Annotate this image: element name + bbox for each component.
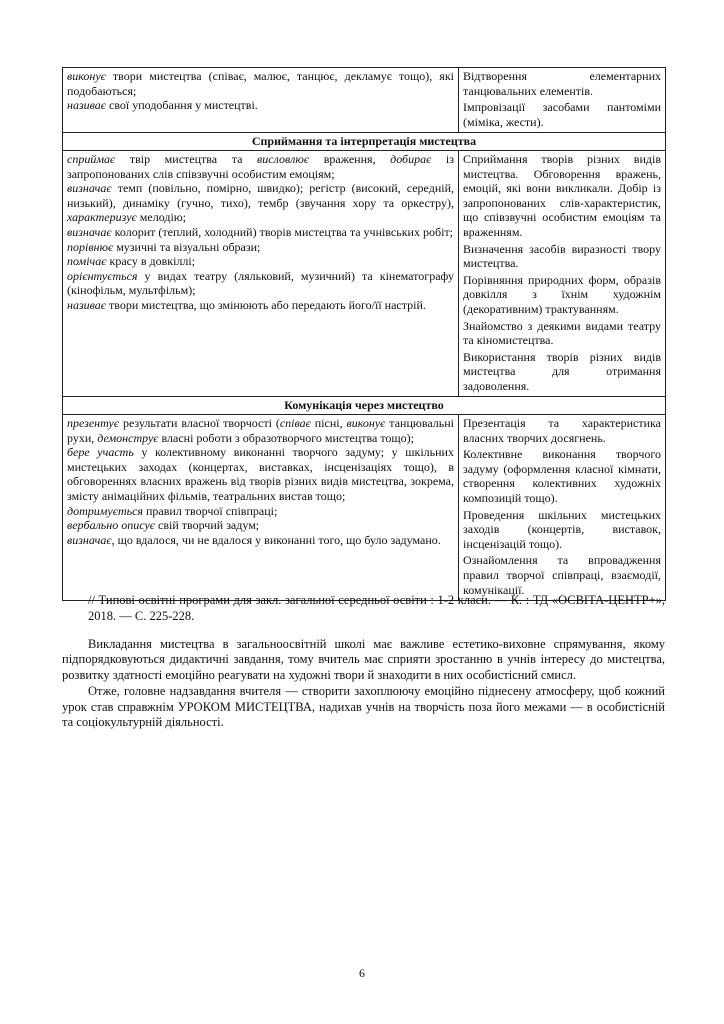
section-header-row — [63, 133, 666, 151]
result-text: твори мистецтва, що змінюють або передають його/її настрій. — [106, 297, 426, 312]
result-text: свої уподобання у мистецтві. — [106, 98, 258, 113]
result-line — [67, 533, 454, 548]
learning-content-cell — [459, 415, 666, 601]
table-row — [63, 150, 666, 397]
result-line — [67, 225, 454, 240]
action-verb: визначає — [67, 224, 112, 239]
action-verb: орієнтується — [67, 268, 138, 283]
result-text: колорит (теплий, холодний) творів мистецтва та учнівських робіт; — [111, 224, 453, 239]
result-text: красу в довкіллі; — [106, 254, 196, 269]
curriculum-table — [62, 67, 666, 601]
table-body — [63, 68, 666, 601]
action-verb: добирає — [390, 151, 432, 166]
action-verb: співає — [279, 416, 311, 431]
result-line — [67, 152, 454, 181]
action-verb: порівнює — [67, 239, 114, 254]
content-item: Презентація та характеристика власних творчих досягнень. — [463, 416, 661, 445]
result-text: , що вдалося, чи не вдалося у виконанні того, що було задумано. — [111, 532, 441, 547]
result-line — [67, 518, 454, 533]
expected-results-cell — [63, 415, 459, 601]
content-item: Відтворення елементарних танцювальних елементів. — [463, 69, 661, 98]
content-item: Знайомство з деякими видами театру та кіномистецтва. — [463, 318, 661, 348]
result-text: темп (повільно, помірно, швидко); регістр (високий, середній, низький), динаміку (гучно, тихо), тембр (звучання хору та оркестру), — [67, 181, 454, 210]
action-verb: виконує — [67, 69, 106, 83]
action-verb: бере участь — [67, 445, 134, 460]
learning-content-cell — [459, 150, 666, 397]
section-title: Комунікація через мистецтво — [63, 397, 666, 415]
result-line — [67, 181, 454, 225]
content-item: Ознайомлення та впровадження правил творчої співпраці, взаємодії, комунікації. — [463, 553, 661, 597]
result-text: власні роботи з образотворчого мистецтва тощо); — [158, 430, 414, 445]
result-text: із запропонованих слів співзвучні особистим емоціям; — [67, 151, 454, 181]
action-verb: характеризує — [67, 210, 137, 225]
content-item: Порівняння природних форм, образів довкілля з їхнім художнім (декоративним) трактуванням. — [463, 272, 661, 316]
result-text: танцювальні рухи, — [67, 416, 454, 445]
result-line — [67, 298, 454, 313]
result-text: у колективному виконанні творчого задуму; у шкільних мистецьких заходах (концертах, виставках, інсценізаціях тощо), в обговореннях власних вражень від творів різних видів мистецтва, зокрема, змісту анімаційних фільмів, театральних вистав тощо; — [67, 445, 454, 504]
action-verb: демонструє — [97, 430, 159, 445]
result-text: свій творчий задум; — [155, 518, 260, 533]
learning-content-cell — [459, 68, 666, 133]
result-line — [67, 445, 454, 503]
expected-results-cell — [63, 150, 459, 397]
section-title: Сприймання та інтерпретація мистецтва — [63, 133, 666, 151]
action-verb: дотримується — [67, 503, 143, 518]
content-item: Імпровізації засобами пантоміми (міміка, жести). — [463, 100, 661, 129]
page-number: 6 — [359, 966, 365, 980]
table-row — [63, 68, 666, 133]
result-text: пісні, — [310, 416, 347, 431]
result-text: твори мистецтва (співає, малює, танцює, декламує тощо), які подобаються; — [67, 69, 454, 98]
section-header-row — [63, 397, 666, 415]
paragraph: Отже, головне надзавдання вчителя — створити захоплюючу емоційно піднесену атмосферу, щоб кожний урок став справжнім УРОКОМ МИСТЕЦТВА, надихав учнів на творчість поза його межами — в особистісній та соціокультурній діяльності. — [62, 684, 665, 730]
result-line — [67, 254, 454, 269]
content-item: Використання творів різних видів мистецтва для отримання задоволення. — [463, 349, 661, 393]
result-line — [67, 416, 454, 445]
content-item: Колективне виконання творчого задуму (оформлення класної кімнати, створення колективних художніх композицій тощо). — [463, 447, 661, 506]
result-line — [67, 240, 454, 255]
action-verb: вербально описує — [67, 518, 156, 533]
action-verb: презентує — [67, 416, 120, 431]
result-line — [67, 504, 454, 519]
paragraph: Викладання мистецтва в загальноосвітній школі має важливе естетико-виховне спрямування, якому підпорядковуються дидактичні завдання, тому вчитель має сприяти зростанню в учнів інтересу до мистецтва, розвитку здатності емоційно реагувати на художні твори й знаходити в них особистісний смисл. — [62, 637, 665, 682]
action-verb: визначає — [67, 532, 112, 547]
result-line — [67, 69, 454, 98]
body-text — [62, 637, 665, 730]
result-text: музичні та візуальні образи; — [113, 239, 261, 254]
content-item: Проведення шкільних мистецьких заходів (концертів, виставок, інсценізацій тощо). — [463, 507, 661, 551]
result-text: твір мистецтва та — [115, 151, 258, 166]
result-line — [67, 269, 454, 298]
result-text: правил творчої співпраці; — [142, 503, 278, 518]
result-line — [67, 98, 454, 113]
content-item: Сприймання творів різних видів мистецтва. Обговорення вражень, емоцій, які вони викликали. Добір із запропонованих слів-характеристик, що співзвучні особистим емоціям та враженням. — [463, 151, 661, 239]
source-footnote: // Типові освітні програми для закл. загальної середньої освіти : 1-2 класи. — К. : ТД «ОСВІТА-ЦЕНТР+», 2018. — С. 225-228. — [88, 593, 665, 623]
expected-results-cell — [63, 68, 459, 133]
table-row — [63, 415, 666, 601]
result-text: враження, — [309, 151, 391, 166]
result-text: у видах театру (ляльковий, музичний) та кінематографу (кінофільм, мультфільм); — [67, 268, 454, 298]
result-text: мелодію; — [136, 210, 187, 225]
action-verb: сприймає — [67, 151, 116, 166]
action-verb: помічає — [67, 254, 107, 269]
action-verb: виконує — [346, 416, 386, 431]
action-verb: визначає — [67, 181, 112, 196]
result-text: результати власної творчості ( — [119, 416, 280, 431]
action-verb: називає — [67, 98, 106, 113]
action-verb: висловлює — [257, 151, 310, 166]
action-verb: називає — [67, 297, 106, 312]
content-item: Визначення засобів виразності твору мистецтва. — [463, 241, 661, 271]
